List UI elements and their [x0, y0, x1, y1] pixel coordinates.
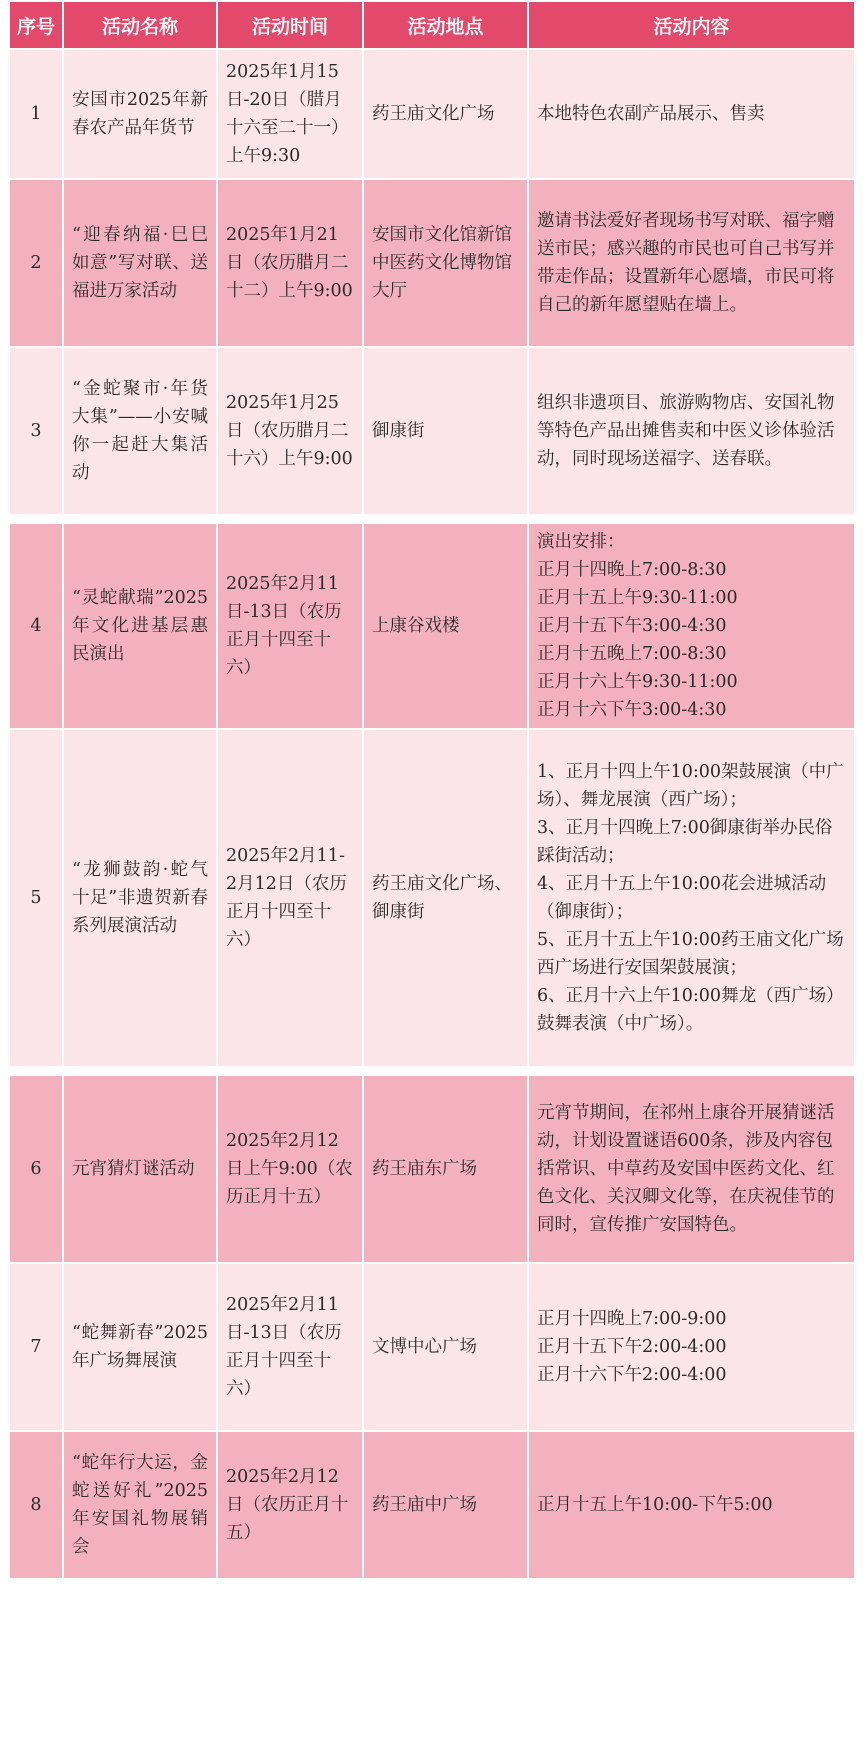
cell-place: 药王庙文化广场: [364, 50, 527, 178]
content-line: 6、正月十六上午10:00舞龙（西广场）鼓舞表演（中广场）。: [537, 986, 844, 1034]
content-line: 组织非遗项目、旅游购物店、安国礼物等特色产品出摊售卖和中医义诊体验活动，同时现场送福字、送春联。: [537, 393, 835, 469]
cell-name: “龙狮鼓韵·蛇气十足”非遗贺新春系列展演活动: [64, 730, 216, 1066]
content-line: 正月十六上午9:30-11:00: [537, 672, 738, 692]
header-name: 活动名称: [64, 2, 216, 48]
cell-time: 2025年1月21日（农历腊月二十二）上午9:00: [218, 180, 362, 346]
cell-no: 2: [10, 180, 62, 346]
cell-name: “迎春纳福·巳巳如意”写对联、送福进万家活动: [64, 180, 216, 346]
content-line: 正月十五上午10:00-下午5:00: [537, 1495, 773, 1515]
cell-content: [529, 1264, 854, 1430]
table-row: [10, 1264, 854, 1430]
header-time: 活动时间: [218, 2, 362, 48]
cell-time: 2025年2月11日-13日（农历正月十四至十六）: [218, 524, 362, 728]
cell-name: “金蛇聚市·年货大集”——小安喊你一起赶大集活动: [64, 348, 216, 514]
cell-content: [529, 1432, 854, 1578]
header-no: 序号: [10, 2, 62, 48]
cell-content: [529, 524, 854, 728]
cell-place: 上康谷戏楼: [364, 524, 527, 728]
content-line: 元宵节期间，在祁州上康谷开展猜谜活动，计划设置谜语600条，涉及内容包括常识、中草药及安国中医药文化、红色文化、关汉卿文化等，在庆祝佳节的同时，宣传推广安国特色。: [537, 1103, 835, 1235]
cell-place: 文博中心广场: [364, 1264, 527, 1430]
cell-time: 2025年2月11日-13日（农历正月十四至十六）: [218, 1264, 362, 1430]
table-row: [10, 50, 854, 178]
content-line: 正月十五上午9:30-11:00: [537, 588, 738, 608]
cell-content: [529, 180, 854, 346]
cell-no: 6: [10, 1076, 62, 1262]
cell-name: 元宵猜灯谜活动: [64, 1076, 216, 1262]
cell-no: 4: [10, 524, 62, 728]
cell-place: 安国市文化馆新馆 中医药文化博物馆大厅: [364, 180, 527, 346]
content-line: 正月十六下午3:00-4:30: [537, 700, 727, 720]
table-row: [10, 348, 854, 514]
cell-content: [529, 1076, 854, 1262]
cell-content: [529, 50, 854, 178]
cell-no: 7: [10, 1264, 62, 1430]
cell-content: [529, 348, 854, 514]
row-gap: [10, 1068, 854, 1074]
content-line: 正月十五晚上7:00-8:30: [537, 644, 727, 664]
content-line: 正月十五下午3:00-4:30: [537, 616, 727, 636]
cell-no: 3: [10, 348, 62, 514]
content-line: 正月十六下午2:00-4:00: [537, 1365, 727, 1385]
table-row: [10, 180, 854, 346]
content-line: 1、正月十四上午10:00架鼓展演（中广场）、舞龙展演（西广场）；: [537, 762, 844, 810]
cell-no: 8: [10, 1432, 62, 1578]
content-line: 5、正月十五上午10:00药王庙文化广场西广场进行安国架鼓展演；: [537, 930, 844, 978]
cell-place: 药王庙文化广场、御康街: [364, 730, 527, 1066]
table-body: [10, 50, 854, 1578]
content-line: 3、正月十四晚上7:00御康街举办民俗踩街活动；: [537, 818, 833, 866]
content-line: 4、正月十五上午10:00花会进城活动（御康街）；: [537, 874, 827, 922]
header-place: 活动地点: [364, 2, 527, 48]
cell-name: “蛇年行大运，金蛇送好礼”2025年安国礼物展销会: [64, 1432, 216, 1578]
cell-content: [529, 730, 854, 1066]
cell-place: 药王庙东广场: [364, 1076, 527, 1262]
cell-time: 2025年1月25日（农历腊月二十六）上午9:00: [218, 348, 362, 514]
cell-name: “灵蛇献瑞”2025年文化进基层惠民演出: [64, 524, 216, 728]
content-line: 本地特色农副产品展示、售卖: [537, 104, 765, 124]
cell-time: 2025年2月11-2月12日（农历正月十四至十六）: [218, 730, 362, 1066]
content-line: 邀请书法爱好者现场书写对联、福字赠送市民；感兴趣的市民也可自己书写并带走作品；设置新年心愿墙，市民可将自己的新年愿望贴在墙上。: [537, 211, 835, 315]
cell-name: “蛇舞新春”2025年广场舞展演: [64, 1264, 216, 1430]
row-gap: [10, 516, 854, 522]
cell-time: 2025年2月12日（农历正月十五）: [218, 1432, 362, 1578]
table-row: [10, 524, 854, 728]
content-line: 正月十四晚上7:00-9:00: [537, 1309, 727, 1329]
header-content: 活动内容: [529, 2, 854, 48]
activity-table: [8, 0, 856, 1580]
content-line: 正月十五下午2:00-4:00: [537, 1337, 727, 1357]
table-header-row: [10, 2, 854, 48]
table-row: [10, 1432, 854, 1578]
content-line: 演出安排：: [537, 532, 625, 552]
cell-time: 2025年2月12日上午9:00（农历正月十五）: [218, 1076, 362, 1262]
table-row: [10, 1076, 854, 1262]
cell-time: 2025年1月15日-20日（腊月十六至二十一）上午9:30: [218, 50, 362, 178]
cell-no: 5: [10, 730, 62, 1066]
content-line: 正月十四晚上7:00-8:30: [537, 560, 727, 580]
table-row: [10, 730, 854, 1066]
activity-table-container: [8, 0, 856, 1580]
cell-place: 药王庙中广场: [364, 1432, 527, 1578]
cell-no: 1: [10, 50, 62, 178]
row-gap-cell: [10, 516, 854, 522]
cell-name: 安国市2025年新春农产品年货节: [64, 50, 216, 178]
cell-place: 御康街: [364, 348, 527, 514]
row-gap-cell: [10, 1068, 854, 1074]
